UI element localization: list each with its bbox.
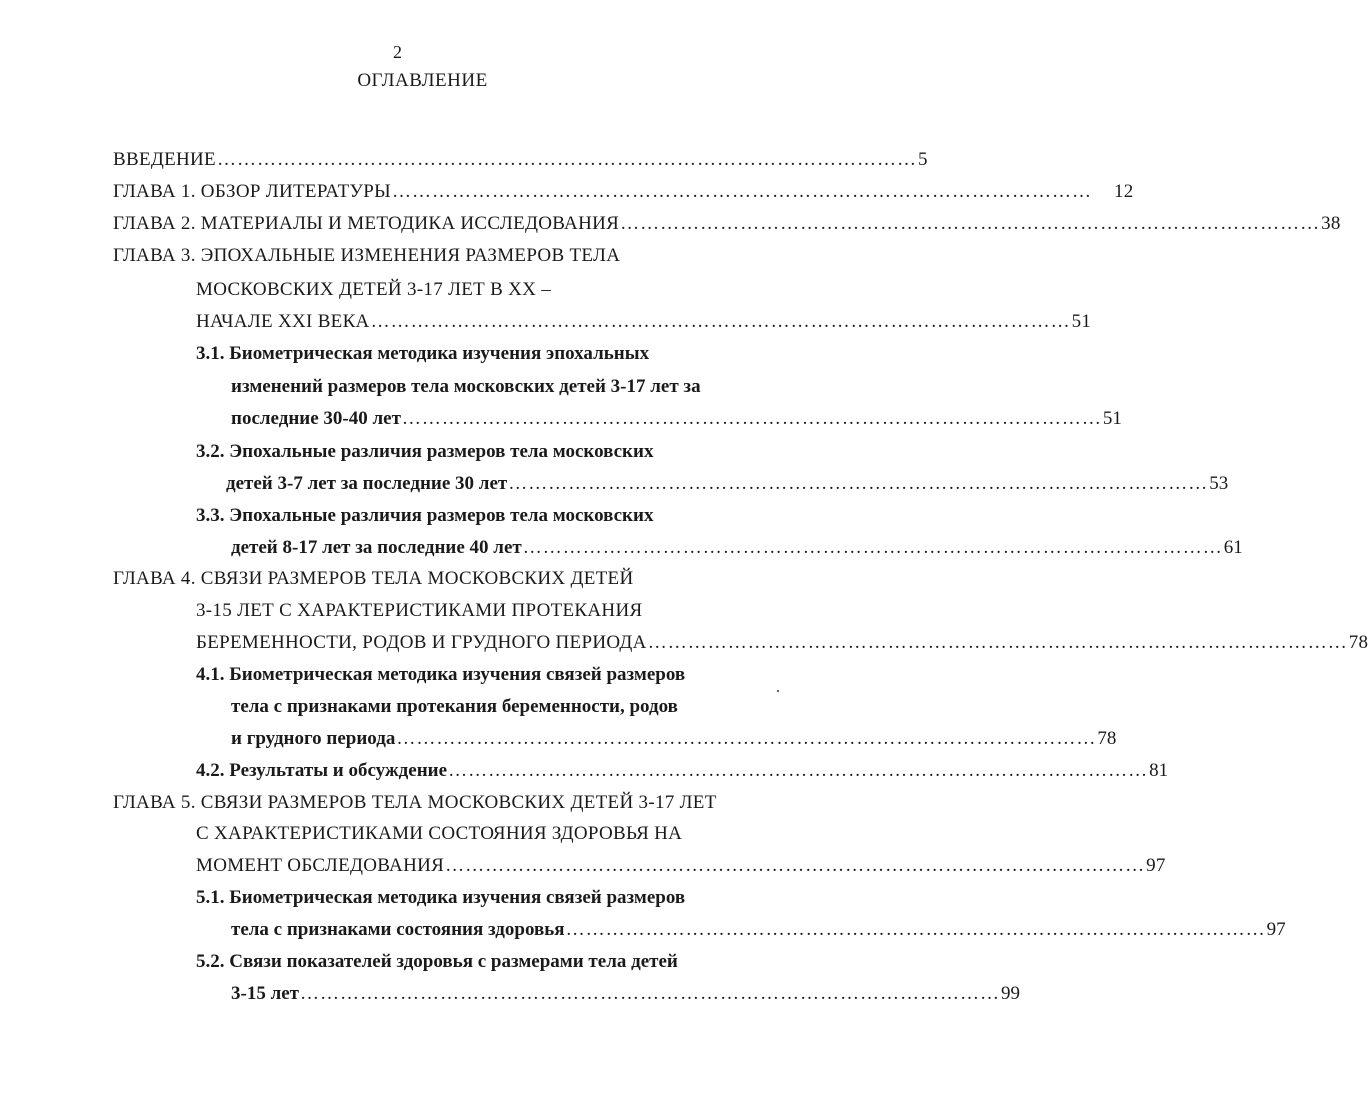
toc-entry-page: 81 <box>1149 760 1169 781</box>
toc-entry-text: ГЛАВА 4. СВЯЗИ РАЗМЕРОВ ТЕЛА МОСКОВСКИХ ДЕТЕЙ <box>113 568 634 589</box>
toc-entry <box>196 855 1166 885</box>
toc-entry-text: 5.1. Биометрическая методика изучения связей размеров <box>196 887 686 908</box>
toc-entry-text: МОМЕНТ ОБСЛЕДОВАНИЯ <box>196 855 445 876</box>
toc-entry <box>196 823 682 853</box>
toc-entry-page: 78 <box>1097 728 1117 749</box>
toc-entry <box>196 951 678 981</box>
toc-entry <box>113 149 928 179</box>
toc-leader: …………………………………………………………………………………………… <box>448 760 1149 781</box>
toc-entry <box>226 473 1229 503</box>
toc-leader: …………………………………………………………………………………………… <box>647 632 1348 653</box>
toc-entry <box>196 311 1092 341</box>
toc-entry <box>196 664 685 694</box>
toc-entry-page: 97 <box>1266 919 1286 940</box>
toc-entry-page: 5 <box>917 149 928 170</box>
toc-entry-page: 61 <box>1223 537 1243 558</box>
toc-leader: …………………………………………………………………………………………… <box>392 181 1092 202</box>
toc-entry <box>231 728 1117 758</box>
toc-entry-text: 5.2. Связи показателей здоровья с размерами тела детей <box>196 951 678 972</box>
toc-entry-page: 51 <box>1102 408 1122 429</box>
toc-entry-text: последние 30-40 лет <box>231 408 401 429</box>
toc-entry <box>231 696 678 726</box>
toc-entry-text: НАЧАЛЕ XXI ВЕКА <box>196 311 370 332</box>
toc-entry-text: детей 3-7 лет за последние 30 лет <box>226 473 508 494</box>
toc-entry-page: 78 <box>1348 632 1368 653</box>
toc-leader: …………………………………………………………………………………………… <box>370 311 1071 332</box>
scan-speck <box>777 690 780 693</box>
toc-entry-page: 99 <box>1001 983 1021 1004</box>
toc-entry-page: 12 <box>1114 181 1134 202</box>
toc-entry-page: 97 <box>1146 855 1166 876</box>
page-number: 2 <box>393 42 402 62</box>
toc-entry <box>113 568 634 598</box>
toc-leader: …………………………………………………………………………………………… <box>216 149 917 170</box>
toc-entry-text: 4.2. Результаты и обсуждение <box>196 760 448 781</box>
toc-entry-page: 38 <box>1321 213 1341 234</box>
toc-entry-text: 4.1. Биометрическая методика изучения связей размеров <box>196 664 686 685</box>
toc-entry-text: изменений размеров тела московских детей 3-17 лет за <box>231 376 701 397</box>
toc-entry-text: детей 8-17 лет за последние 40 лет <box>231 537 522 558</box>
toc-entry-text: ГЛАВА 1. ОБЗОР ЛИТЕРАТУРЫ <box>113 181 391 202</box>
toc-entry <box>113 792 717 822</box>
toc-entry-text: БЕРЕМЕННОСТИ, РОДОВ И ГРУДНОГО ПЕРИОДА <box>196 632 647 653</box>
toc-entry <box>231 408 1122 438</box>
toc-entry <box>196 887 685 917</box>
toc-entry <box>113 181 1134 211</box>
toc-entry <box>231 537 1243 567</box>
toc-entry <box>231 919 1286 949</box>
toc-entry-text: ГЛАВА 3. ЭПОХАЛЬНЫЕ ИЗМЕНЕНИЯ РАЗМЕРОВ ТЕЛА <box>113 245 621 266</box>
toc-leader: …………………………………………………………………………………………… <box>396 728 1097 749</box>
toc-entry <box>196 279 551 309</box>
toc-entry <box>196 632 1368 662</box>
toc-entry-text: ГЛАВА 2. МАТЕРИАЛЫ И МЕТОДИКА ИССЛЕДОВАНИЯ <box>113 213 620 234</box>
toc-leader: …………………………………………………………………………………………… <box>508 473 1209 494</box>
toc-entry-text: и грудного периода <box>231 728 396 749</box>
toc-entry-text: ВВЕДЕНИЕ <box>113 149 216 170</box>
toc-entry-text: тела с признаками состояния здоровья <box>231 919 565 940</box>
toc-leader: …………………………………………………………………………………………… <box>620 213 1321 234</box>
toc-entry-text: С ХАРАКТЕРИСТИКАМИ СОСТОЯНИЯ ЗДОРОВЬЯ НА <box>196 823 683 844</box>
toc-entry <box>231 983 1021 1013</box>
toc-leader: …………………………………………………………………………………………… <box>565 919 1266 940</box>
toc-entry <box>196 600 642 630</box>
toc-leader: …………………………………………………………………………………………… <box>522 537 1223 558</box>
toc-entry-text: тела с признаками протекания беременности, родов <box>231 696 678 717</box>
toc-entry-text: ГЛАВА 5. СВЯЗИ РАЗМЕРОВ ТЕЛА МОСКОВСКИХ ДЕТЕЙ 3-17 ЛЕТ <box>113 792 717 813</box>
page-title: ОГЛАВЛЕНИЕ <box>357 70 488 91</box>
toc-entry-text: 3-15 лет <box>231 983 300 1004</box>
toc-leader: …………………………………………………………………………………………… <box>445 855 1146 876</box>
toc-entry <box>196 760 1169 790</box>
toc-entry-text: 3.2. Эпохальные различия размеров тела московских <box>196 441 654 462</box>
toc-entry <box>113 213 1341 243</box>
toc-entry-text: 3-15 ЛЕТ С ХАРАКТЕРИСТИКАМИ ПРОТЕКАНИЯ <box>196 600 643 621</box>
toc-entry <box>231 376 701 406</box>
toc-entry-text: МОСКОВСКИХ ДЕТЕЙ 3-17 ЛЕТ В XX – <box>196 279 552 300</box>
toc-leader: …………………………………………………………………………………………… <box>401 408 1102 429</box>
toc-entry <box>196 505 653 535</box>
toc-leader: …………………………………………………………………………………………… <box>300 983 1001 1004</box>
toc-entry-page: 53 <box>1209 473 1229 494</box>
toc-entry <box>196 441 653 471</box>
toc-entry-page: 51 <box>1071 311 1092 332</box>
toc-entry-text: 3.3. Эпохальные различия размеров тела московских <box>196 505 654 526</box>
toc-entry <box>113 245 620 275</box>
toc-entry <box>196 343 649 373</box>
toc-entry-text: 3.1. Биометрическая методика изучения эпохальных <box>196 343 650 364</box>
